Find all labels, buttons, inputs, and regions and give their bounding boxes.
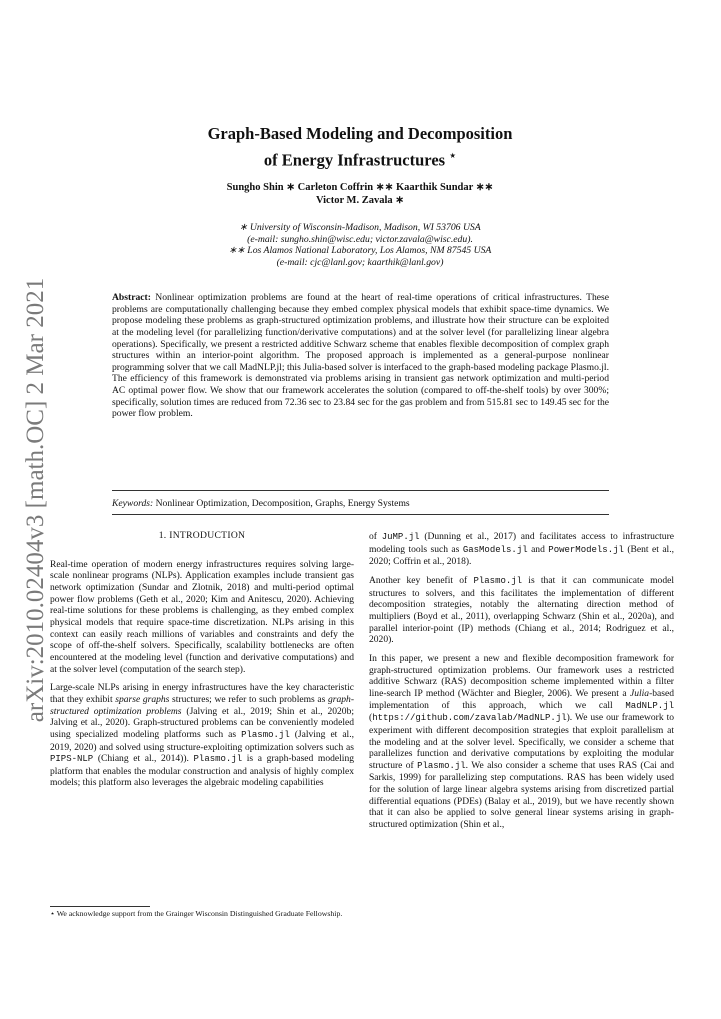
keywords-divider [112, 514, 609, 515]
authors-line-2: Victor M. Zavala ∗ [315, 195, 405, 206]
affiliation-1: ∗ University of Wisconsin-Madison, Madison, WI 53706 USA [239, 222, 481, 233]
section-heading-introduction: 1. INTRODUCTION [158, 530, 246, 541]
keywords [112, 498, 609, 509]
footnote-divider [50, 906, 150, 907]
affiliation-2-email: (e-mail: cjc@lanl.gov; kaarthik@lanl.gov) [276, 256, 444, 268]
abstract-divider [112, 490, 609, 491]
arxiv-identifier: arXiv:2010.02404v3 [math.OC] 2 Mar 2021 [22, 277, 49, 723]
affiliations [110, 222, 610, 268]
intro-paragraph-2: Large-scale NLPs arising in energy infrastructures have the key characteristic that they exhibit sparse graphs structures; we refer to such problems as graph-structured optimization problems (Jalving et al., 2019; Shin et al., 2020b; Jalving et al., 2020). Graph-structured problems can be conveniently modeled using specialized modeling platforms such as Plasmo.jl (Jalving et al., 2019, 2020) and solved using structure-exploiting optimization solvers such as PIPS-NLP (Chiang et al., 2014)). Plasmo.jl is a graph-based modeling platform that enables the modular construction and analysis of highly complex models; this platform also leverages the algebraic modeling capabilities [50, 682, 355, 789]
keywords-label: Keywords: [112, 498, 154, 509]
title-footnote-mark: ⋆ [449, 150, 457, 162]
footnote: ⋆ We acknowledge support from the Grainger Wisconsin Distinguished Graduate Fellowship. [50, 909, 343, 918]
right-column [369, 531, 674, 838]
intro-paragraph-1: Real-time operation of modern energy infrastructures requires solving large-scale nonlinear programs (NLPs). Application examples include transient gas network optimization (Sundar and Zlotnik, 2018) and multi-period optimal power flow problems (Geth et al., 2020; Kim and Anitescu, 2020). Achieving real-time solutions for these problems is challenging, as they embed complex physical models that require space-time discretization. NLPs arising in this context can easily reach millions of variables and constraints and defy the scope of off-the-shelf solvers. Specifically, scalability bottlenecks are often encountered at the modeling level (function and derivative computations) and at the solver level (computation of the search step). [50, 558, 354, 675]
abstract [112, 292, 609, 420]
author-list [110, 181, 610, 207]
affiliation-2: ∗∗ Los Alamos National Laboratory, Los Alamos, NM 87545 USA [228, 245, 492, 257]
paper-title [110, 123, 610, 172]
right-paragraph-3: In this paper, we present a new and flexible decomposition framework for graph-structured optimization problems. Our framework uses a restricted additive Schwarz (RAS) decomposition scheme implemented within a filter line-search IP method (Wächter and Biegler, 2006). We present a Julia-based implementation of this approach, which we call MadNLP.jl (https://github.com/zavalab/MadNLP.jl). We use our framework to experiment with different decomposition strategies that exploit parallelism at the modeling and at the solver level. Specifically, we consider a scheme that parallelizes function and derivative computations by exploiting the modular structure of Plasmo.jl. We also consider a scheme that uses RAS (Cai and Sarkis, 1999) for parallelizing step computations. RAS has been widely used for the solution of large linear algebra systems arising from discretized partial differential equations (PDEs) (Balay et al., 2019), but we have recently shown that it can also be applied to solve general linear systems arising in graph-structured optimization (Shin et al., [369, 652, 674, 831]
right-paragraph-2: Another key benefit of Plasmo.jl is that it can communicate model structures to solvers, and this facilitates the implementation of different decomposition strategies, notably the alternating direction method of multipliers (Boyd et al., 2011), overlapping Schwarz (Shin et al., 2020a), and parallel interior-point (IP) methods (Chiang et al., 2014; Rodriguez et al., 2020). [369, 574, 674, 646]
affiliation-1-email: (e-mail: sungho.shin@wisc.edu; victor.zavala@wisc.edu). [247, 233, 473, 245]
title-line-1: Graph-Based Modeling and Decomposition [207, 124, 513, 143]
abstract-label: Abstract: [112, 292, 151, 303]
authors-line-1: Sungho Shin ∗ Carleton Coffrin ∗∗ Kaarthik Sundar ∗∗ [226, 182, 494, 193]
keywords-text: Nonlinear Optimization, Decomposition, Graphs, Energy Systems [153, 498, 410, 509]
abstract-text: Nonlinear optimization problems are found at the heart of real-time operations of critical infrastructures. These problems are computationally challenging because they embed complex physical models that exhibit space-time dynamics. We propose modeling these problems as graph-structured optimization problems, and illustrate how their structure can be exploited at the modeling level (for parallelizing function/derivative computations) and at the solver level (for parallelizing linear algebra operations). Specifically, we present a restricted additive Schwarz scheme that enables flexible decomposition of complex graph structures within an interior-point algorithm. The proposed approach is implemented as a general-purpose nonlinear programming solver that we call MadNLP.jl; this Julia-based solver is interfaced to the graph-based modeling package Plasmo.jl. The efficiency of this framework is demonstrated via problems arising in transient gas network optimization and multi-period AC optimal power flow. We show that our framework accelerates the solution (compared to off-the-shelf tools) by over 300%; specifically, solution times are reduced from 72.36 sec to 23.84 sec for the gas problem and from 515.81 sec to 149.45 sec for the power flow problem. [112, 292, 609, 420]
right-paragraph-1: of JuMP.jl (Dunning et al., 2017) and facilitates access to infrastructure modeling tools such as GasModels.jl and PowerModels.jl (Bent et al., 2020; Coffrin et al., 2018). [369, 531, 674, 568]
left-column [50, 530, 354, 796]
title-line-2: of Energy Infrastructures ⋆ [263, 150, 457, 170]
madnlp-repo-link[interactable]: https://github.com/zavalab/MadNLP.jl [372, 713, 567, 724]
